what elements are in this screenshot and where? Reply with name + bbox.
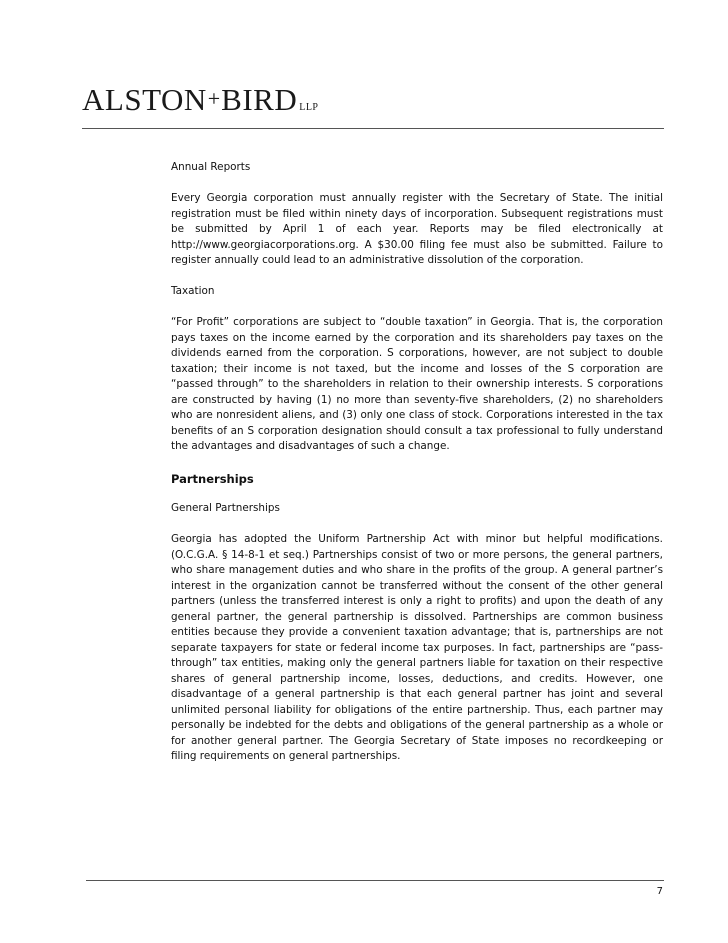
page-content	[171, 160, 663, 780]
page-number: 7	[656, 886, 663, 897]
partnerships-heading: Partnerships	[171, 472, 254, 486]
logo-llp: LLP	[299, 102, 319, 113]
logo-word-bird: BIRD	[221, 82, 298, 117]
taxation-paragraph: “For Profit” corporations are subject to “double taxation” in Georgia. That is, the corporation pays taxes on the income earned by the corporation and its shareholders pay taxes on the dividends earned from the corporation. S corporations, however, are not subject to double taxation; their income is not taxed, but the income and losses of the S corporation are “passed through” to the shareholders in relation to their ownership interests. S corporations are constructed by having (1) no more than seventy-five shareholders, (2) no shareholders who are nonresident aliens, and (3) only one class of stock. Corporations interested in the tax benefits of an S corporation designation should consult a tax professional to fully understand the advantages and disadvantages of such a change.	[171, 316, 663, 452]
header-rule	[82, 128, 664, 129]
logo-word-alston: ALSTON	[82, 82, 207, 117]
logo-plus: +	[207, 86, 221, 111]
general-partnerships-paragraph: Georgia has adopted the Uniform Partnership Act with minor but helpful modifications. (O.C.G.A. § 14-8-1 et seq.) Partnerships consist of two or more persons, the general partners, who share management duties and who share in the profits of the group. A general partner’s interest in the organization cannot be transferred without the consent of the other general partners (unless the transferred interest is only a right to profits) and upon the death of any general partner, the general partnership is dissolved. Partnerships are common business entities because they provide a convenient taxation advantage; that is, partnerships are not separate taxpayers for state or federal income tax purposes. In fact, partnerships are “pass-through” tax entities, making only the general partners liable for taxation on their respective shares of general partnership income, losses, deductions, and credits. However, one disadvantage of a general partnership is that each general partner has joint and several unlimited personal liability for obligations of the entire partnership. Thus, each partner may personally be indebted for the debts and obligations of the general partnership as a whole or for another general partner. The Georgia Secretary of State imposes no recordkeeping or filing requirements on general partnerships.	[171, 533, 663, 762]
general-partnerships-heading: General Partnerships	[171, 502, 280, 514]
annual-reports-paragraph: Every Georgia corporation must annually register with the Secretary of State. The initial registration must be filed within ninety days of incorporation. Subsequent registrations must be submitted by April 1 of each year. Reports may be filed electronically at http://www.georgiacorporations.org. A $30.00 filing fee must also be submitted. Failure to register annually could lead to an administrative dissolution of the corporation.	[171, 192, 663, 266]
annual-reports-heading: Annual Reports	[171, 161, 251, 173]
footer-rule	[86, 880, 664, 881]
firm-logo	[82, 84, 319, 115]
taxation-heading: Taxation	[171, 285, 215, 297]
